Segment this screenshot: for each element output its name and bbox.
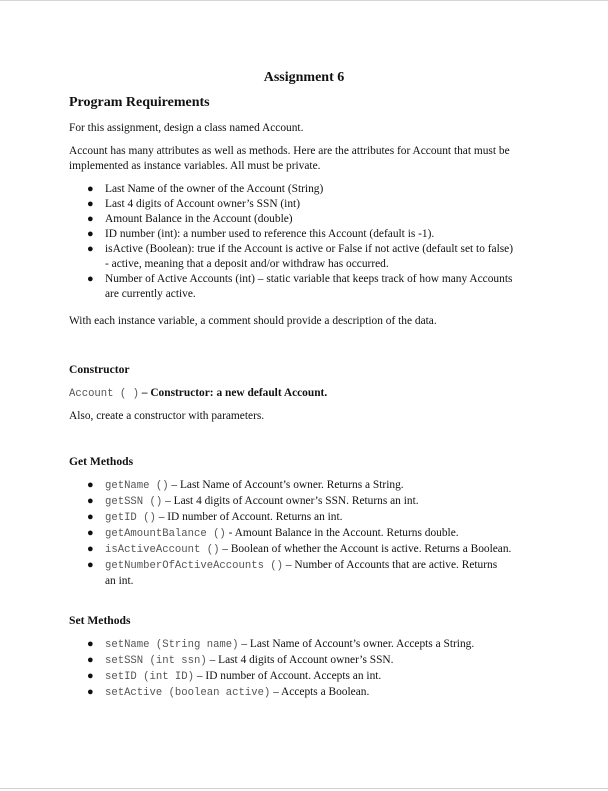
comment-note: With each instance variable, a comment should provide a description of the data. (69, 315, 437, 327)
bullet-icon: ● (87, 559, 94, 571)
get-method-item: ● getNumberOfActiveAccounts () – Number of Accounts that are active. Returns an int. (87, 559, 498, 587)
bullet-icon: ● (87, 670, 94, 682)
get-method-item: ● getID () – ID number of Account. Returns an int. (87, 511, 343, 524)
constructor-description: – Constructor: a new default Account. (138, 387, 328, 399)
constructor-heading: Constructor (69, 363, 130, 376)
bullet-icon: ● (87, 543, 94, 555)
bullet-icon: ● (87, 511, 94, 523)
set-method-item: ● setName (String name) – Last Name of Account’s owner. Accepts a String. (87, 638, 475, 651)
get-method-item: ● getAmountBalance () - Amount Balance in the Account. Returns double. (87, 527, 459, 540)
page-top-border (0, 0, 608, 1)
attributes-intro-line-2: implemented as instance variables. All must be private. (69, 160, 321, 172)
attribute-item: ● Last 4 digits of Account owner’s SSN (int) (87, 198, 300, 210)
get-methods-heading: Get Methods (69, 455, 134, 468)
bullet-icon: ● (87, 243, 94, 255)
bullet-icon: ● (87, 638, 94, 650)
bullet-icon: ● (87, 213, 94, 225)
bullet-icon: ● (87, 527, 94, 539)
bullet-icon: ● (87, 654, 94, 666)
constructor-note: Also, create a constructor with parameters. (69, 410, 265, 422)
attributes-list (87, 182, 542, 302)
program-requirements-heading: Program Requirements (69, 95, 210, 110)
constructor-line (69, 386, 549, 402)
document-title: Assignment 6 (263, 70, 345, 85)
get-method-item: ● isActiveAccount () – Boolean of whether the Account is active. Returns a Boolean. (87, 543, 512, 556)
attribute-item: ● isActive (Boolean): true if the Account is active or False if not active (default set to false) - active, meaning that a deposit and/or withdraw has occurred. (87, 243, 514, 270)
set-method-item: ● setID (int ID) – ID number of Account. Accepts an int. (87, 670, 382, 683)
attribute-item: ● Number of Active Accounts (int) – static variable that keeps track of how many Accounts are currently active. (87, 273, 513, 300)
set-methods-list (87, 637, 542, 701)
bullet-icon: ● (87, 273, 94, 285)
attribute-item: ● Amount Balance in the Account (double) (87, 213, 293, 225)
attributes-intro-line-1: Account has many attributes as well as methods. Here are the attributes for Account that must be (69, 145, 510, 157)
constructor-signature: Account ( ) (69, 388, 139, 400)
bullet-icon: ● (87, 479, 94, 491)
intro-paragraph: For this assignment, design a class named Account. (69, 122, 304, 134)
bullet-icon: ● (87, 198, 94, 210)
attribute-item: ● Last Name of the owner of the Account (String) (87, 183, 324, 195)
bullet-icon: ● (87, 495, 94, 507)
get-methods-list (87, 478, 542, 589)
get-method-item: ● getSSN () – Last 4 digits of Account owner’s SSN. Returns an int. (87, 495, 419, 508)
bullet-icon: ● (87, 228, 94, 240)
set-method-item: ● setActive (boolean active) – Accepts a Boolean. (87, 686, 370, 699)
bullet-icon: ● (87, 686, 94, 698)
bullet-icon: ● (87, 183, 94, 195)
set-methods-heading: Set Methods (69, 614, 131, 627)
page-bottom-border (0, 788, 608, 789)
set-method-item: ● setSSN (int ssn) – Last 4 digits of Account owner’s SSN. (87, 654, 394, 667)
get-method-item: ● getName () – Last Name of Account’s owner. Returns a String. (87, 479, 404, 492)
attribute-item: ● ID number (int): a number used to reference this Account (default is -1). (87, 228, 435, 240)
